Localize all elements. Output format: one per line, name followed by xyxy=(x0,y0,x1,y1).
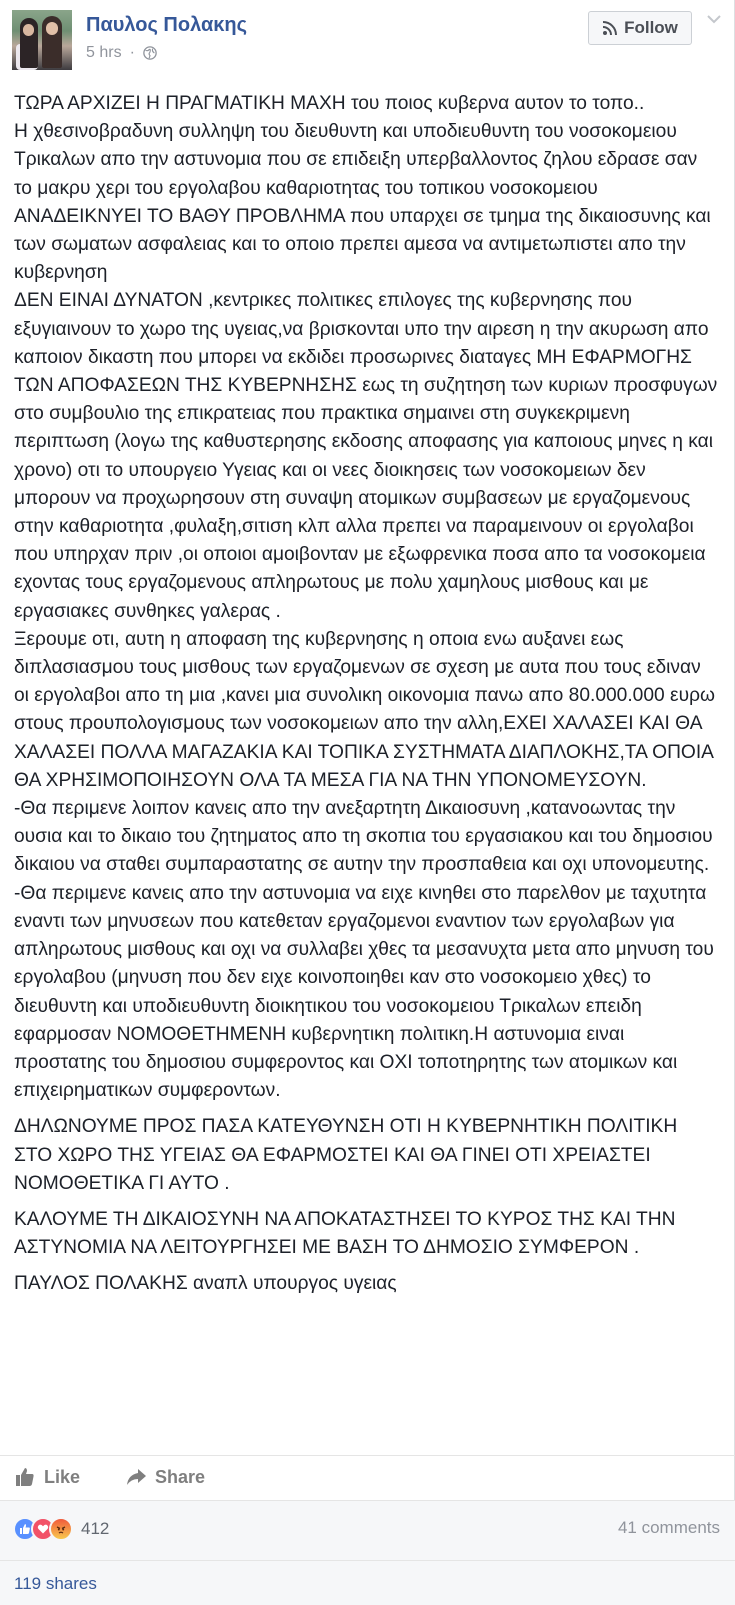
share-button[interactable] xyxy=(125,1466,205,1488)
share-label: Share xyxy=(155,1466,206,1487)
post-meta: 5 hrs · xyxy=(86,44,157,62)
reactions-bar xyxy=(0,1500,735,1605)
post-timestamp[interactable]: 5 hrs xyxy=(86,44,122,61)
post-paragraph: ΔΗΛΩΝΟΥΜΕ ΠΡΟΣ ΠΑΣΑ ΚΑΤΕΥΘΥΝΣΗ ΟΤΙ Η ΚΥΒΕΡΝΗΤΙΚΗ ΠΟΛΙΤΙΚΗ ΣΤΟ ΧΩΡΟ ΤΗΣ ΥΓΕΙΑΣ ΘΑ ΕΦΑΡΜΟΣΤΕΙ ΚΑΙ ΘΑ ΓΙΝΕΙ ΟΤΙ ΧΡΕΙΑΣΤΕΙ ΝΟΜΟΘΕΤΙΚΑ ΓΙ ΑΥΤΟ . xyxy=(14,1116,678,1194)
shares-count[interactable]: 119 shares xyxy=(14,1574,97,1593)
follow-button[interactable] xyxy=(588,11,692,45)
post-body xyxy=(14,90,720,1299)
comments-count[interactable]: 41 comments xyxy=(617,1518,720,1537)
reaction-summary[interactable] xyxy=(13,1517,109,1541)
footer-divider xyxy=(0,1560,735,1561)
thumbs-up-icon xyxy=(14,1466,36,1488)
post-paragraph: ΤΩΡΑ ΑΡΧΙΖΕΙ Η ΠΡΑΓΜΑΤΙΚΗ ΜΑΧΗ του ποιος κυβερνα αυτον το τοπο.. Η χθεσινοβραδυνη συλληψη του διευθυντη και υποδιευθυντη του νοσοκομειου Τρικαλων απο την αστυνομια που σε επιδειξη υπερβαλλοντος ζηλου εδρασε σαν το μακρυ χερι του εργολαβου καθαριοτητας του τοπικου νοσοκομειου ΑΝΑΔΕΙΚΝΥΕΙ ΤΟ ΒΑΘΥ ΠΡΟΒΛΗΜΑ που υπαρχει σε τμημα της δικαιοσυνης και των σωματων ασφαλειας και το οποιο πρεπει αμεσα να αντιμετωπιστει απο την κυβερνηση ΔΕΝ ΕΙΝΑΙ ΔΥΝΑΤΟΝ ,κεντρικες πολιτικες επιλογες της κυβερνησης που εξυγιαινουν το χωρο της υγειας,να βρισκονται υπο την αιρεση η την ακυρωση απο καποιον δικαστη που μπορει να εκδιδει προσωρινες διαταγες ΜΗ ΕΦΑΡΜΟΓΗΣ ΤΩΝ ΑΠΟΦΑΣΕΩΝ ΤΗΣ ΚΥΒΕΡΝΗΣΗΣ εως τη συζητηση των κυριων προσφυγων στο συμβουλιο της επικρατειας που πρακτικα σημαινει στη συγκεκριμενη περιπτωση (λογω της καθυστερησης εκδοσης αποφασης για καποιους μηνες η και χρονο) οτι το υπουργειο Υγειας και οι νεες διοικησεις των νοσοκομειων δεν μπορουν να προχωρησουν στη συναψη ατομικων συμβασεων με εργαζομενους στην καθαριοτητα ,φυλαξη,σιτιση κλπ αλλα πρεπει να παραμεινουν οι εργολαβοι που υπηρχαν πριν ,οι οποιοι αμοιβονταν με εξωφρενικα ποσα απο τα νοσοκομεια εχοντας τους εργαζομενους απληρωτους με πολυ χαμηλους μισθους και με εργασιακες συνθηκες γαλερας . Ξερουμε οτι, αυτη η αποφαση της κυβερνησης η οποια ενω αυξανει εως διπλασιασμου τους μισθους των εργαζομενων σε σχεση με αυτα που τους εδιναν οι εργολαβοι απο τη μια ,κανει μια συνολικη οικονομια πανω απο 80.000.000 ευρω στους προυπολογισμους των νοσοκομειων απο την αλλη,ΕΧΕΙ ΧΑΛΑΣΕΙ ΚΑΙ ΘΑ ΧΑΛΑΣΕΙ ΠΟΛΛΑ ΜΑΓΑΖΑΚΙΑ ΚΑΙ ΤΟΠΙΚΑ ΣΥΣΤΗΜΑΤΑ ΔΙΑΠΛΟΚΗΣ,ΤΑ ΟΠΟΙΑ ΘΑ ΧΡΗΣΙΜΟΠΟΙΗΣΟΥΝ ΟΛΑ ΤΑ ΜΕΣΑ ΓΙΑ ΝΑ ΤΗΝ ΥΠΟΝΟΜΕΥΣΟΥΝ. -Θα περιμενε λοιπον κανεις απο την ανεξαρτητη Δικαιοσυνη ,κατανοωντας την ουσια και το δικαιο του ζητηματος απο τη σκοπια του εργασιακου και του δημοσιου δικαιου να σταθει συμπαραστατης σε αυτην την προσπαθεια και οχι υπονομευτης. -Θα περιμενε κανεις απο την αστυνομια να ειχε κινηθει στο παρελθον με ταχυτητα εναντι των μηνυσεων που κατεθεταν εργαζομενοι εναντιον των εργολαβων για απληρωτους μισθους και οχι να συλλαβει χθες τα μεσανυχτα μετα απο μηνυση του εργολαβου (μηνυση που δεν ειχε κοινοποιηθει καν στο νοσοκομειο χθες) το διευθυντη και υποδιευθυντη διοικητικου του νοσοκομειου Τρικαλων επειδη εφαρμοσαν ΝΟΜΟΘΕΤΗΜΕΝΗ κυβερνητικη πολιτικη.Η αστυνομια ειναι προστατης του δημοσιου συμφεροντος και ΟΧΙ τοποτηρητης των ατομικων και επιχειρηματικων συμφεροντων. xyxy=(14,93,718,1102)
share-arrow-icon xyxy=(125,1466,147,1488)
post-paragraph: ΠΑΥΛΟΣ ΠΟΛΑΚΗΣ αναπλ υπουργος υγειας xyxy=(14,1273,397,1295)
post-paragraph: ΚΑΛΟΥΜΕ ΤΗ ΔΙΚΑΙΟΣΥΝΗ ΝΑ ΑΠΟΚΑΤΑΣΤΗΣΕΙ ΤΟ ΚΥΡΟΣ ΤΗΣ ΚΑΙ ΤΗΝ ΑΣΤΥΝΟΜΙΑ ΝΑ ΛΕΙΤΟΥΡΓΗΣΕΙ ΜΕ ΒΑΣΗ ΤΟ ΔΗΜΟΣΙΟ ΣΥΜΦΕΡΟΝ . xyxy=(14,1208,676,1259)
angry-reaction-icon xyxy=(49,1517,73,1541)
rss-icon xyxy=(602,20,618,36)
globe-icon[interactable] xyxy=(143,46,157,60)
post-header xyxy=(0,0,735,80)
like-button[interactable] xyxy=(14,1466,80,1488)
author-name[interactable]: Παυλος Πολακης xyxy=(86,14,248,36)
reaction-count: 412 xyxy=(81,1519,110,1538)
like-label: Like xyxy=(44,1466,81,1487)
author-avatar[interactable] xyxy=(12,10,72,70)
post-actions xyxy=(0,1455,735,1500)
chevron-down-icon[interactable] xyxy=(705,10,723,28)
follow-label: Follow xyxy=(624,18,678,37)
